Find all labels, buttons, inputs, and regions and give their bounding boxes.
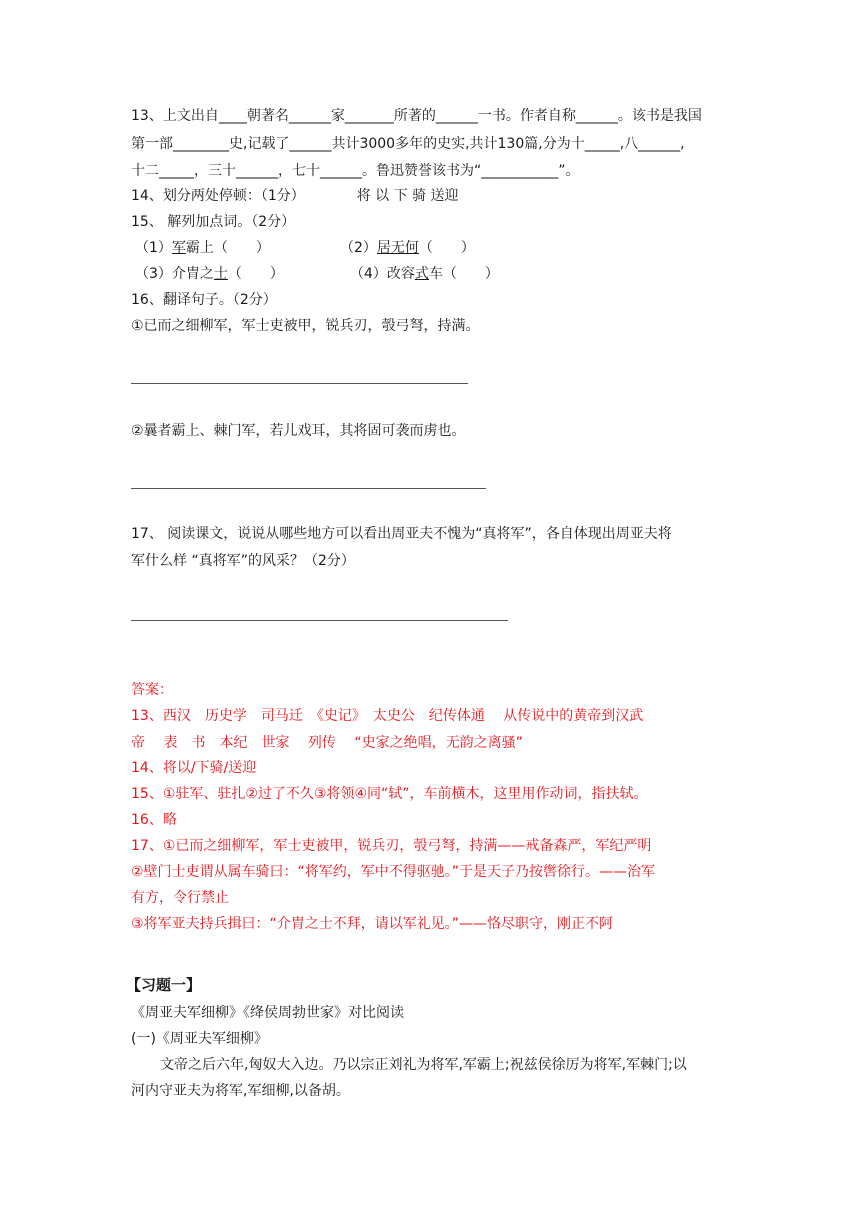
q17-line-1: 17、 阅读课文，说说从哪些地方可以看出周亚夫不愧为“真将军”，各自体现出周亚夫将 (131, 526, 672, 542)
q13-line-3: 十二_____，三十______，七十______。鲁迅赞誉该书为“___________”。 (131, 163, 580, 179)
answer-16: 16、略 (131, 812, 177, 828)
q17-line-2: 军什么样 “真将军”的风采？（2分） (131, 553, 355, 569)
answer-line-2[interactable] (131, 488, 486, 489)
q16-label: 16、翻译句子。（2分） (131, 292, 277, 308)
answer-17-line-2: ②壁门士吏谓从属车骑曰：“将军约，军中不得驱驰。”于是天子乃按辔徐行。——治军 (131, 864, 656, 880)
answer-17-line-4: ③将军亚夫持兵揖曰：“介胄之士不拜，请以军礼见。”——恪尽职守，刚正不阿 (131, 916, 614, 932)
dotted-word: 居无何 (376, 240, 419, 256)
q16-sentence-1: ①已而之细柳军，军士吏被甲，锐兵刃，彀弓弩，持满。 (131, 318, 480, 334)
q14-label (131, 186, 459, 206)
answer-15: 15、①驻军、驻扎②过了不久③将领④同“轼”，车前横木，这里用作动词，指扶轼。 (131, 786, 648, 802)
dotted-word: 式 (414, 266, 429, 282)
answer-line-1[interactable] (131, 383, 468, 384)
answer-17-line-1: 17、①已而之细柳军，军士吏被甲，锐兵刃，彀弓弩，持满——戒备森严，军纪严明 (131, 838, 652, 854)
exercise-subtitle: 《周亚夫军细柳》《绛侯周勃世家》对比阅读 (131, 1005, 404, 1021)
answer-14: 14、将以/下骑/送迎 (131, 760, 257, 776)
exercise-title: 【习题一】 (126, 976, 202, 994)
exercise-paragraph-line-2: 河内守亚夫为将军,军细柳,以备胡。 (131, 1083, 350, 1099)
q15-label: 15、 解列加点词。（2分） (131, 214, 296, 230)
dotted-word: 士 (213, 266, 228, 282)
exercise-paragraph-line-1: 文帝之后六年,匈奴大入边。乃以宗正刘礼为将军,军霸上;祝兹侯徐厉为将军,军棘门;以 (160, 1057, 687, 1073)
answer-line-3[interactable] (131, 620, 508, 621)
q15-item-2: （2）居无何（ ） (340, 240, 475, 256)
q13-line-2: 第一部________史,记载了______共计3000多年的史实,共计130篇,分为十_____,八______, (131, 136, 685, 152)
q13-line-1: 13、上文出自____朝著名______家_______所著的______一书。作者自称______。该书是我国 (131, 108, 702, 124)
q14-sentence: 将 以 下 骑 送迎 (356, 188, 459, 204)
dotted-word: 军 (171, 240, 186, 256)
q15-item-1: （1）军霸上（ ） (135, 240, 270, 256)
answer-13-line-1: 13、西汉 历史学 司马迁 《史记》 太史公 纪传体通 从传说中的黄帝到汉武 (131, 708, 644, 724)
q16-sentence-2: ②曩者霸上、棘门军，若儿戏耳，其将固可袭而虏也。 (131, 423, 466, 439)
answer-heading: 答案： (131, 682, 173, 698)
exercise-section: (一)《周亚夫军细柳》 (131, 1031, 268, 1047)
answer-17-line-3: 有方，令行禁止 (131, 890, 229, 906)
answer-13-line-2: 帝 表 书 本纪 世家 列传 “史家之绝唱，无韵之离骚” (131, 735, 523, 751)
q15-item-3: （3）介胄之士（ ） (135, 266, 284, 282)
q14-text: 14、划分两处停顿：（1分） (131, 188, 305, 204)
q15-item-4: （4）改容式车（ ） (350, 266, 499, 282)
